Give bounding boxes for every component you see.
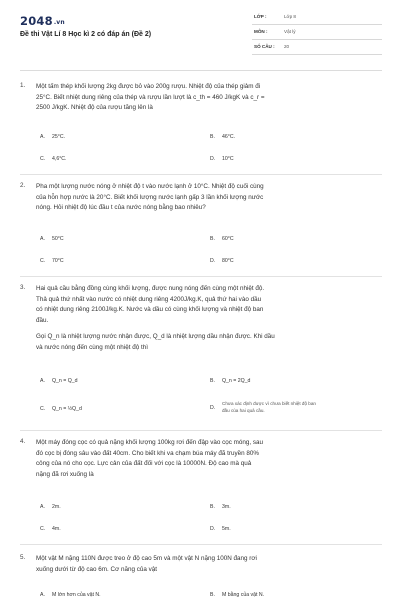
question-line: xuống dưới từ độ cao 6m. Cơ năng của vật (36, 565, 158, 573)
header-divider (20, 70, 382, 71)
question-line: và nước nóng đến cùng một nhiệt độ thì (36, 343, 148, 351)
question-line: Hai quả cầu bằng đồng cùng khối lượng, được nung nóng đến cùng một nhiệt độ. (36, 285, 265, 292)
question-line: của hỗn hợp nước là 20°C. Biết khối lượng nước lạnh gấp 3 lần khối lượng nước (36, 193, 264, 201)
option-d[interactable]: D. 10°C (210, 156, 234, 162)
option-b[interactable]: B. 3m. (210, 504, 231, 510)
meta-row-grade (252, 12, 382, 25)
question-2 (20, 182, 380, 276)
question-line: nóng. Hỏi nhiệt độ lúc đầu t của nước nóng bằng bao nhiêu? (36, 204, 206, 212)
option-b[interactable]: B. 60°C (210, 236, 234, 242)
meta-label: MÔN : (254, 29, 268, 34)
option-b[interactable]: B. M bằng của vật N. (210, 592, 265, 598)
question-text (36, 82, 376, 114)
page-title: Đề thi Vật Lí 8 Học kì 2 có đáp án (Đề 2) (20, 31, 152, 38)
question-divider (20, 544, 382, 545)
meta-value: Lớp 8 (284, 14, 296, 19)
exam-meta (252, 12, 382, 57)
question-line: Pha một lượng nước nóng ở nhiệt độ t vào nước lạnh ở 10°C. Nhiệt độ cuối cùng (36, 183, 264, 190)
meta-value: Vật lý (284, 29, 296, 34)
question-number: 2. (20, 182, 26, 189)
option-d[interactable]: D. 80°C (210, 258, 234, 264)
option-a[interactable]: A. 50°C (40, 236, 64, 242)
page-header (0, 0, 400, 56)
option-a[interactable]: A. 2m. (40, 504, 61, 510)
option-c[interactable]: C. 70°C (40, 258, 64, 264)
option-c[interactable]: C. Q_n = ½Q_d (40, 406, 82, 412)
question-divider (20, 430, 382, 431)
question-4 (20, 438, 380, 546)
meta-label: SỐ CÂU : (254, 44, 275, 49)
question-5 (20, 554, 380, 600)
option-c[interactable]: C. 4m. (40, 526, 61, 532)
question-line: nặng đã rơi xuống là (36, 470, 94, 478)
question-number: 1. (20, 82, 26, 89)
option-a[interactable]: A. 25°C. (40, 134, 66, 140)
question-line: công của nó cho cọc. Lực cản của đất đối với cọc là 10000N. Độ cao mà quả (36, 460, 252, 468)
option-a[interactable]: A. M lớn hơn của vật N. (40, 592, 101, 598)
meta-value: 20 (284, 44, 290, 49)
question-number: 3. (20, 284, 26, 291)
question-text (36, 182, 376, 214)
option-b[interactable]: B. Q_n = 2Q_d (210, 378, 251, 384)
question-text (36, 438, 376, 480)
meta-row-subject (252, 27, 382, 40)
question-line: đầu. (36, 316, 49, 324)
question-divider (20, 276, 382, 277)
question-line: Một vật M nặng 110N được treo ở độ cao 5m và một vật N nặng 100N đang rơi (36, 555, 257, 562)
question-line: có nhiệt dung riêng 2100J/kg.K. Nước và dầu có cùng khối lượng và nhiệt độ ban (36, 306, 264, 314)
question-line: 2500 J/kgK. Nhiệt độ của rượu tăng lên là (36, 104, 153, 112)
option-d[interactable]: D.Chưa xác định được vì chưa biết nhiệt độ ban đầu của hai quả cầu. (210, 401, 316, 413)
question-line: Thả quả thứ nhất vào nước có nhiệt dung riêng 4200J/kg.K, quả thứ hai vào dầu (36, 295, 262, 303)
question-line: 25°C. Biết nhiệt dung riêng của thép và rượu lần lượt là c_th = 460 J/kgK và c_r = (36, 93, 265, 101)
question-1 (20, 82, 380, 182)
question-line: đó cọc bị đóng sâu vào đất 40cm. Cho biết khi va chạm búa máy đã truyền 80% (36, 449, 259, 457)
question-divider (20, 174, 382, 175)
question-line: Gọi Q_n là nhiệt lượng nước nhận được, Q_d là nhiệt lượng dầu nhận được. Khi dầu (36, 333, 275, 341)
question-text (36, 284, 376, 354)
option-b[interactable]: B. 46°C. (210, 134, 236, 140)
question-text (36, 554, 376, 575)
option-a[interactable]: A. Q_n = Q_d (40, 378, 78, 384)
question-number: 5. (20, 554, 26, 561)
site-logo[interactable]: 2048.vn (20, 14, 65, 28)
question-line: Một tấm thép khối lượng 2kg được bỏ vào 200g rượu. Nhiệt độ của thép giảm đi (36, 83, 261, 90)
question-3 (20, 284, 380, 434)
meta-row-count (252, 42, 382, 55)
question-number: 4. (20, 438, 26, 445)
meta-label: LỚP : (254, 14, 267, 19)
question-line: Một máy đóng cọc có quả nặng khối lượng 100kg rơi đến đập vào cọc móng, sau (36, 439, 264, 446)
option-d[interactable]: D. 5m. (210, 526, 231, 532)
option-c[interactable]: C. 4,6°C. (40, 156, 67, 162)
